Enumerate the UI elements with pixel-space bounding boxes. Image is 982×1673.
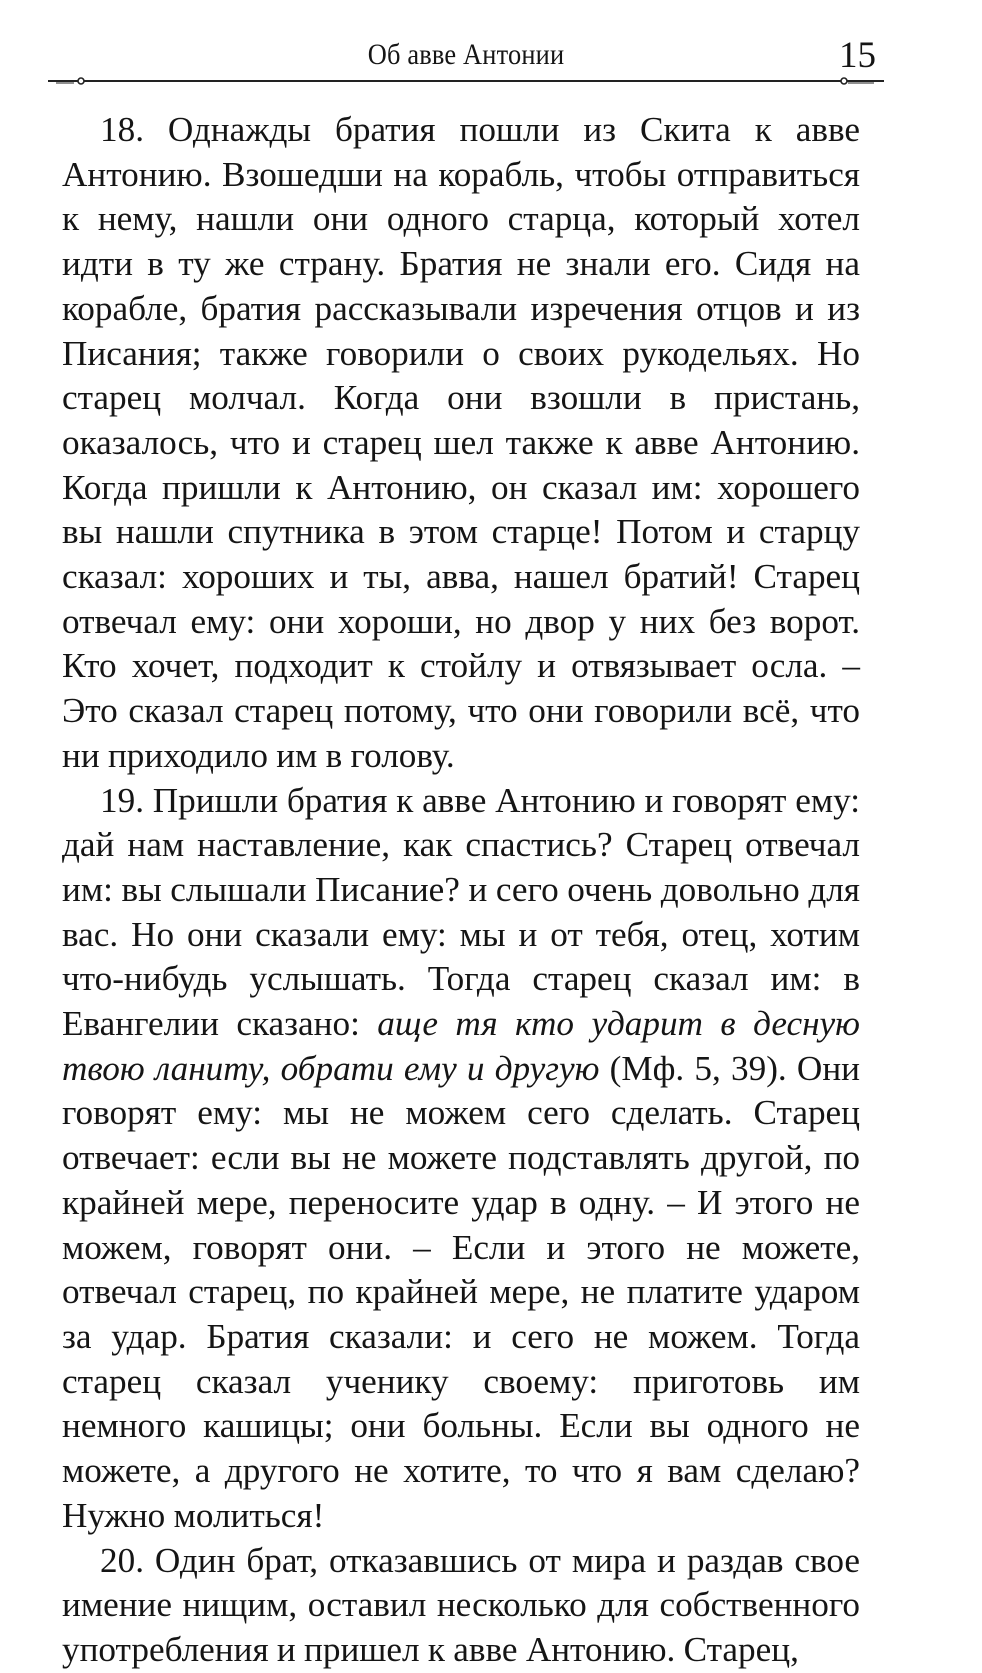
running-title: Об авве Антонии [367, 38, 565, 71]
paragraph-19-text-before: 19. Пришли братия к авве Антонию и говорят ему: дай нам наставление, как спастись? Старец отвечал им: вы слышали Писание? и сего очень довольно для вас. Но они сказали ему: мы и от тебя, отец, хотим что-нибудь услышать. Тогда старец сказал им: в Евангелии сказано: [62, 780, 860, 1044]
paragraph-20: 20. Один брат, отказавшись от мира и раздав свое имение нищим, оставил несколько для собственного употребления и пришел к авве Антонию. Старец, [62, 1540, 860, 1669]
ornamental-rule [48, 70, 884, 92]
paragraph-19 [62, 779, 860, 1539]
paragraph-19-text-after: (Мф. 5, 39). Они говорят ему: мы не можем сего сделать. Старец отвечает: если вы не можете подставлять другой, по крайней мере, переносите удар в одну. – И этого не можем, говорят они. – Если и этого не можете, отвечал старец, по крайней мере, не платите ударом за удар. Братия сказали: и сего не можем. Тогда старец сказал ученику своему: приготовь им немного кашицы; они больны. Если вы одного не можете, а другого не хотите, то что я вам сделаю? Нужно молиться! [62, 1048, 860, 1535]
paragraph-18: 18. Однажды братия пошли из Скита к авве Антонию. Взошедши на корабль, чтобы отправиться к нему, нашли они одного старца, который хотел идти в ту же страну. Братия не знали его. Сидя на корабле, братия рассказывали изречения отцов и из Писания; также говорили о своих рукодельях. Но старец молчал. Когда они взошли в пристань, оказалось, что и старец шел также к авве Антонию. Когда пришли к Антонию, он сказал им: хорошего вы нашли спутника в этом старце! Потом и старцу сказал: хороших и ты, авва, нашел братий! Старец отвечал ему: они хороши, но двор у них без ворот. Кто хочет, подходит к стойлу и отвязывает осла. – Это сказал старец потому, что они говорили всё, что ни приходило им в голову. [62, 110, 860, 775]
gospel-quote: аще тя кто ударит в десную твою ланиту, обрати ему и другую [62, 1004, 860, 1088]
page-number: 15 [839, 35, 876, 76]
body-text [62, 108, 860, 1673]
